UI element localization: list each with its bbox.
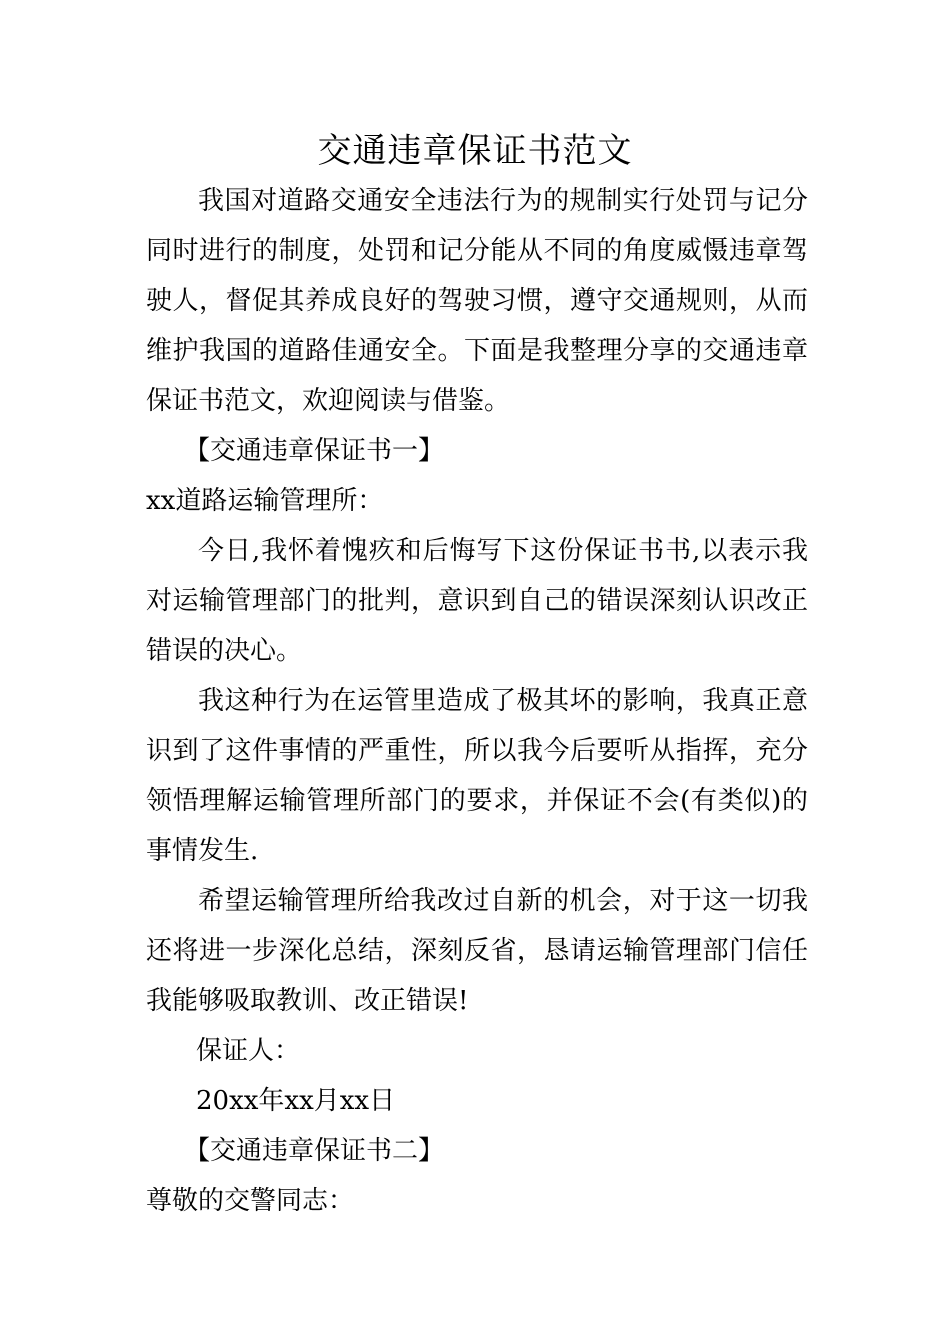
section-1-paragraph-3: 希望运输管理所给我改过自新的机会，对于这一切我还将进一步深化总结，深刻反省，恳请运输管理部门信任我能够吸取教训、改正错误! — [146, 886, 808, 1016]
section-1-heading: 【交通违章保证书一】 — [184, 436, 445, 466]
section-2-salutation: 尊敬的交警同志： — [146, 1186, 355, 1216]
section-2-heading: 【交通违章保证书二】 — [184, 1136, 445, 1166]
document-title: 交通违章保证书范文 — [317, 131, 633, 171]
section-1-signature: 保证人： — [196, 1036, 301, 1066]
document-body — [146, 176, 808, 1226]
section-1-salutation: xx道路运输管理所： — [146, 486, 384, 516]
section-1-date: 20xx年xx月xx日 — [196, 1086, 396, 1116]
section-1-paragraph-1: 今日,我怀着愧疚和后悔写下这份保证书书,以表示我对运输管理部门的批判，意识到自己的错误深刻认识改正错误的决心。 — [146, 536, 808, 666]
intro-paragraph: 我国对道路交通安全违法行为的规制实行处罚与记分同时进行的制度，处罚和记分能从不同的角度威慑违章驾驶人，督促其养成良好的驾驶习惯，遵守交通规则，从而维护我国的道路佳通安全。下面是我整理分享的交通违章保证书范文，欢迎阅读与借鉴。 — [146, 186, 808, 416]
section-1-paragraph-2: 我这种行为在运管里造成了极其坏的影响，我真正意识到了这件事情的严重性，所以我今后要听从指挥，充分领悟理解运输管理所部门的要求，并保证不会(有类似)的事情发生. — [146, 686, 808, 866]
